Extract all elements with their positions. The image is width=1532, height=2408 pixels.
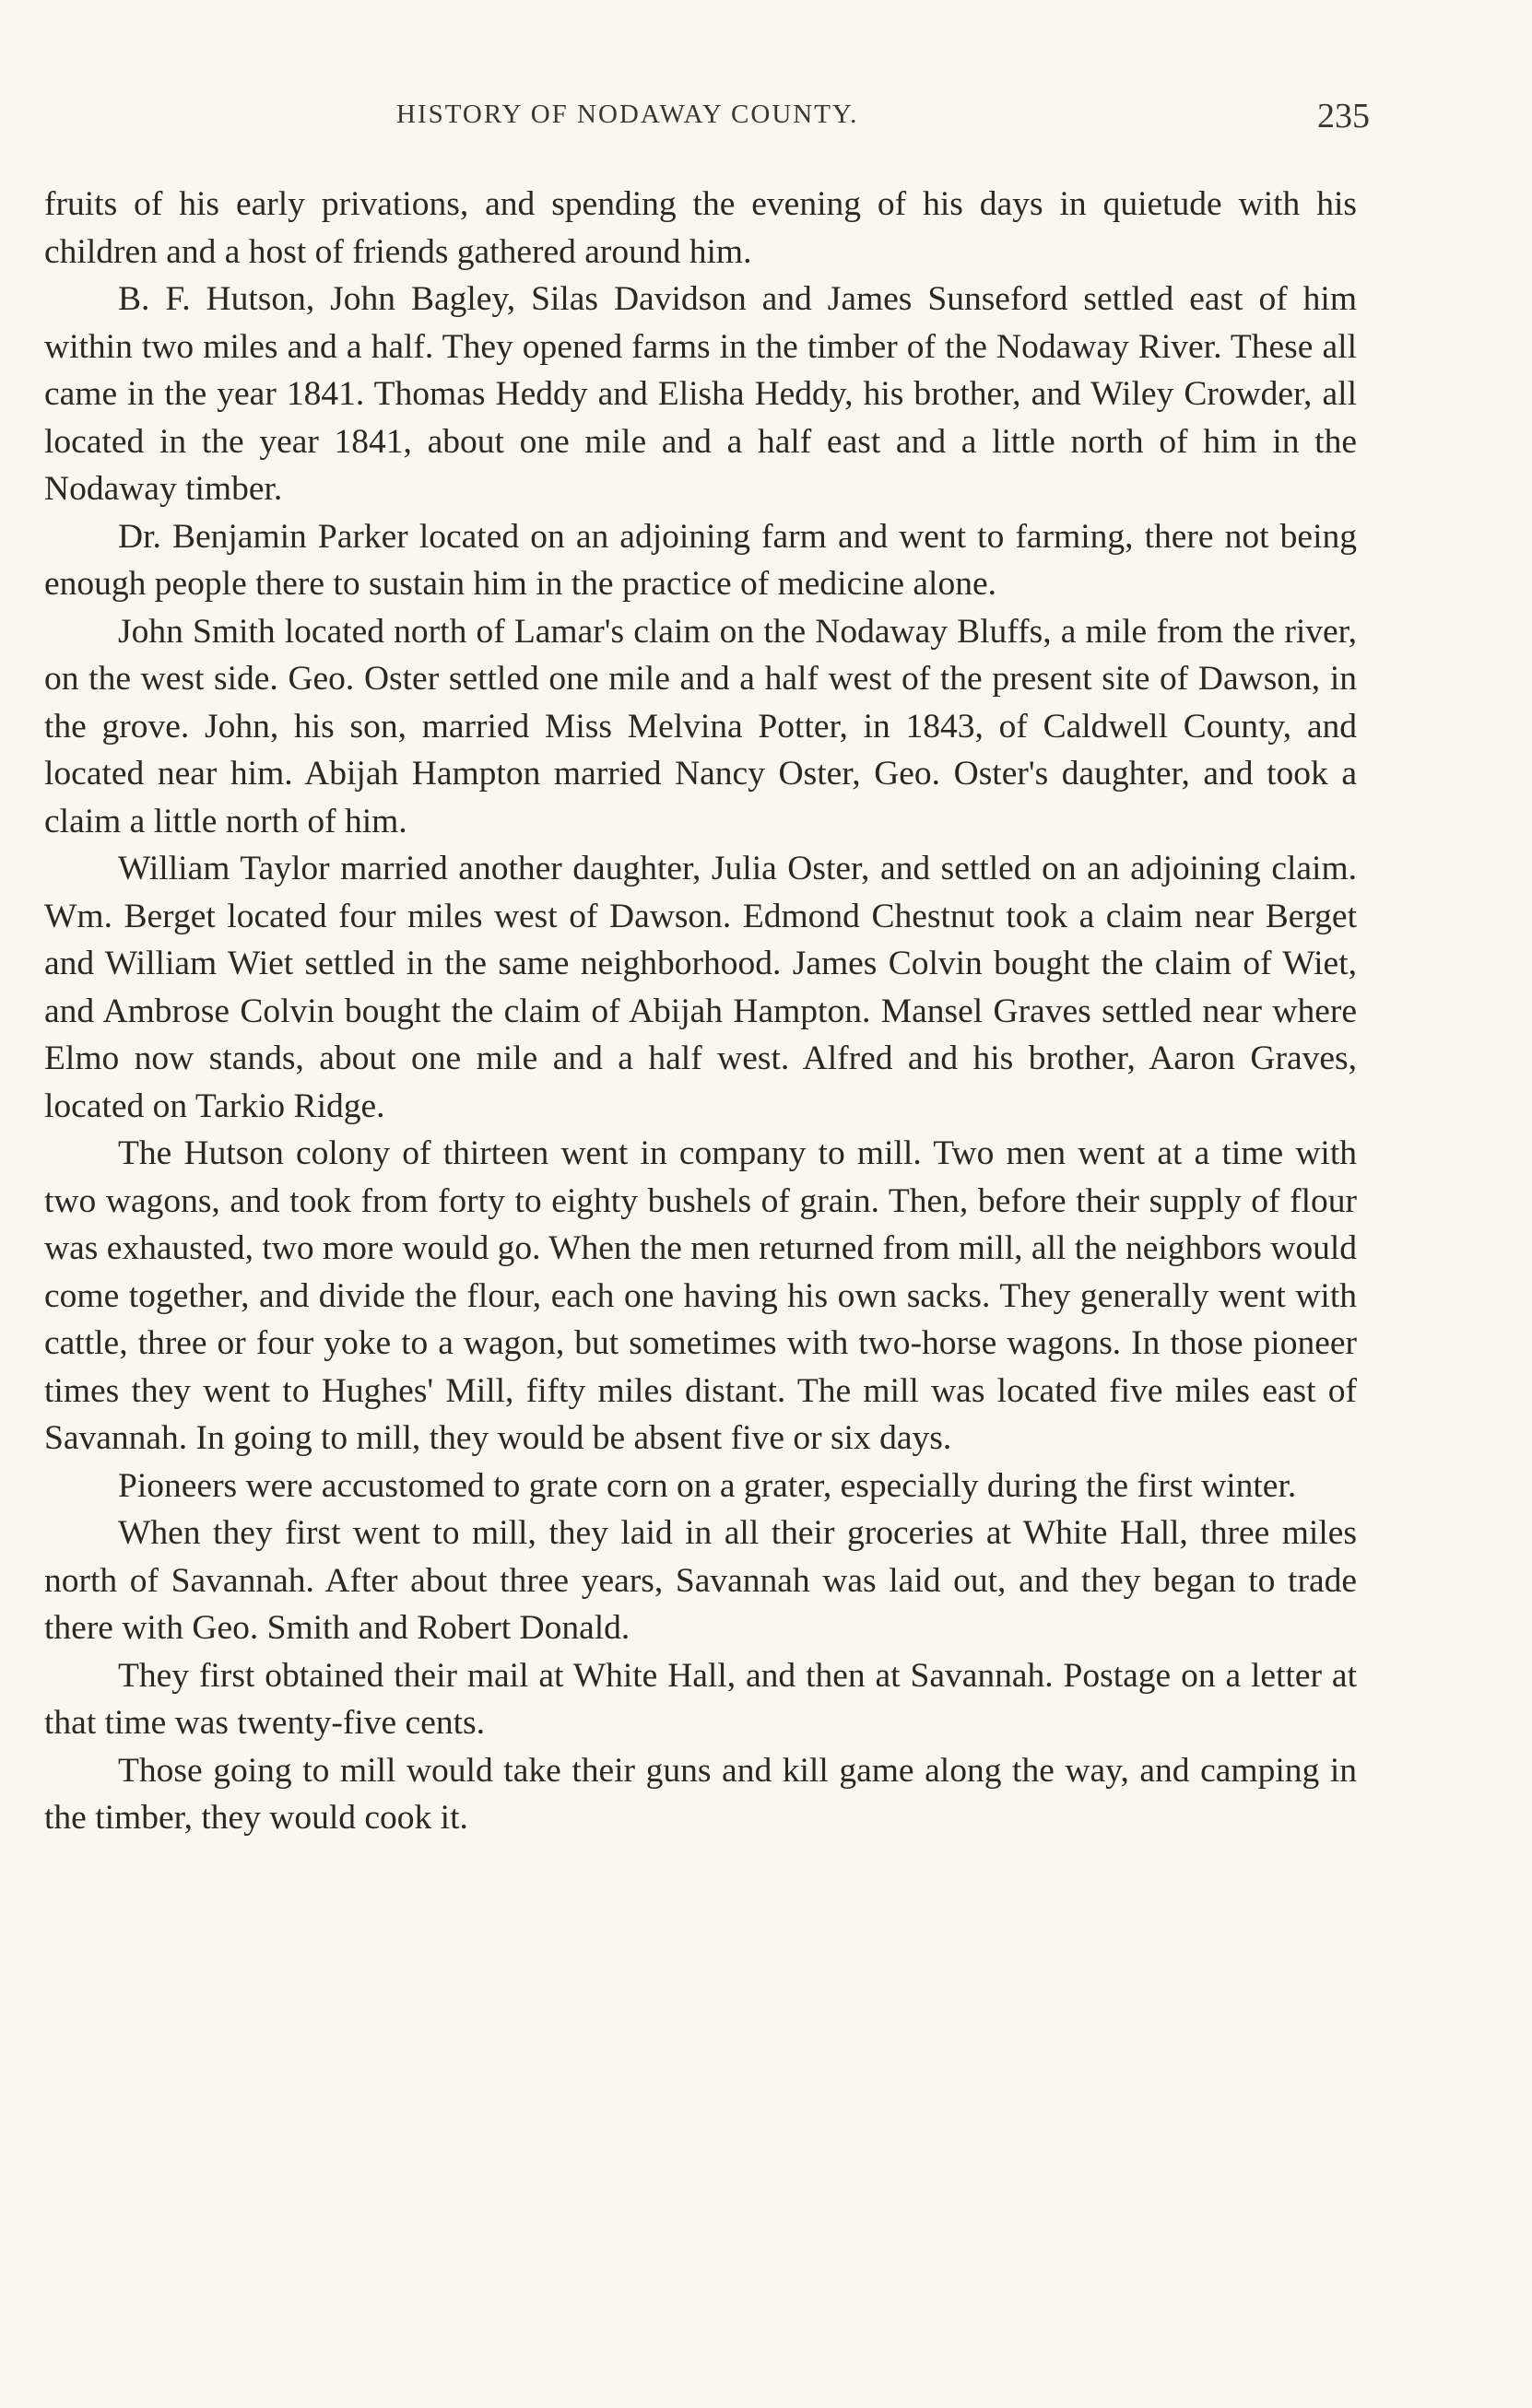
body-text [44, 181, 1357, 1842]
paragraph-10: Those going to mill would take their guns and kill game along the way, and camping in the timber, they would cook it. [44, 1751, 1357, 1837]
paragraph-1: fruits of his early privations, and spending the evening of his days in quietude with his children and a host of friends gathered around him. [44, 185, 1357, 271]
running-head-title: HISTORY OF NODAWAY COUNTY. [396, 100, 859, 129]
paragraph-9: They first obtained their mail at White Hall, and then at Savannah. Postage on a letter at that time was twenty-five cents. [44, 1656, 1357, 1742]
paragraph-3: Dr. Benjamin Parker located on an adjoining farm and went to farming, there not being enough people there to sustain him in the practice of medicine alone. [44, 517, 1357, 603]
paragraph-7: Pioneers were accustomed to grate corn on a grater, especially during the first winter. [118, 1466, 1297, 1505]
paragraph-4: John Smith located north of Lamar's claim on the Nodaway Bluffs, a mile from the river, on the west side. Geo. Oster settled one mile and a half west of the present site of Dawson, in the grove. John, his son, married Miss Melvina Potter, in 1843, of Caldwell County, and located near him. Abijah Hampton married Nancy Oster, Geo. Oster's daughter, and took a claim a little north of him. [44, 612, 1357, 840]
page-number: 235 [1317, 97, 1370, 135]
paragraph-8: When they first went to mill, they laid in all their groceries at White Hall, three miles north of Savannah. After about three years, Savannah was laid out, and they began to trade there with Geo. Smith and Robert Donald. [44, 1514, 1357, 1647]
paragraph-5: William Taylor married another daughter, Julia Oster, and settled on an adjoining claim. Wm. Berget located four miles west of Dawson. Edmond Chestnut took a claim near Berget and William Wiet settled in the same neighborhood. James Colvin bought the claim of Wiet, and Ambrose Colvin bought the claim of Abijah Hampton. Mansel Graves settled near where Elmo now stands, about one mile and a half west. Alfred and his brother, Aaron Graves, located on Tarkio Ridge. [44, 850, 1357, 1125]
paragraph-6: The Hutson colony of thirteen went in company to mill. Two men went at a time with two wagons, and took from forty to eighty bushels of grain. Then, before their supply of flour was exhausted, two more would go. When the men returned from mill, all the neighbors would come together, and divide the flour, each one having his own sacks. They generally went with cattle, three or four yoke to a wagon, but sometimes with two-horse wagons. In those pioneer times they went to Hughes' Mill, fifty miles distant. The mill was located five miles east of Savannah. In going to mill, they would be absent five or six days. [44, 1134, 1357, 1457]
paragraph-2: B. F. Hutson, John Bagley, Silas Davidson and James Sunseford settled east of him within two miles and a half. They opened farms in the timber of the Nodaway River. These all came in the year 1841. Thomas Heddy and Elisha Heddy, his brother, and Wiley Crowder, all located in the year 1841, about one mile and a half east and a little north of him in the Nodaway timber. [44, 280, 1357, 508]
